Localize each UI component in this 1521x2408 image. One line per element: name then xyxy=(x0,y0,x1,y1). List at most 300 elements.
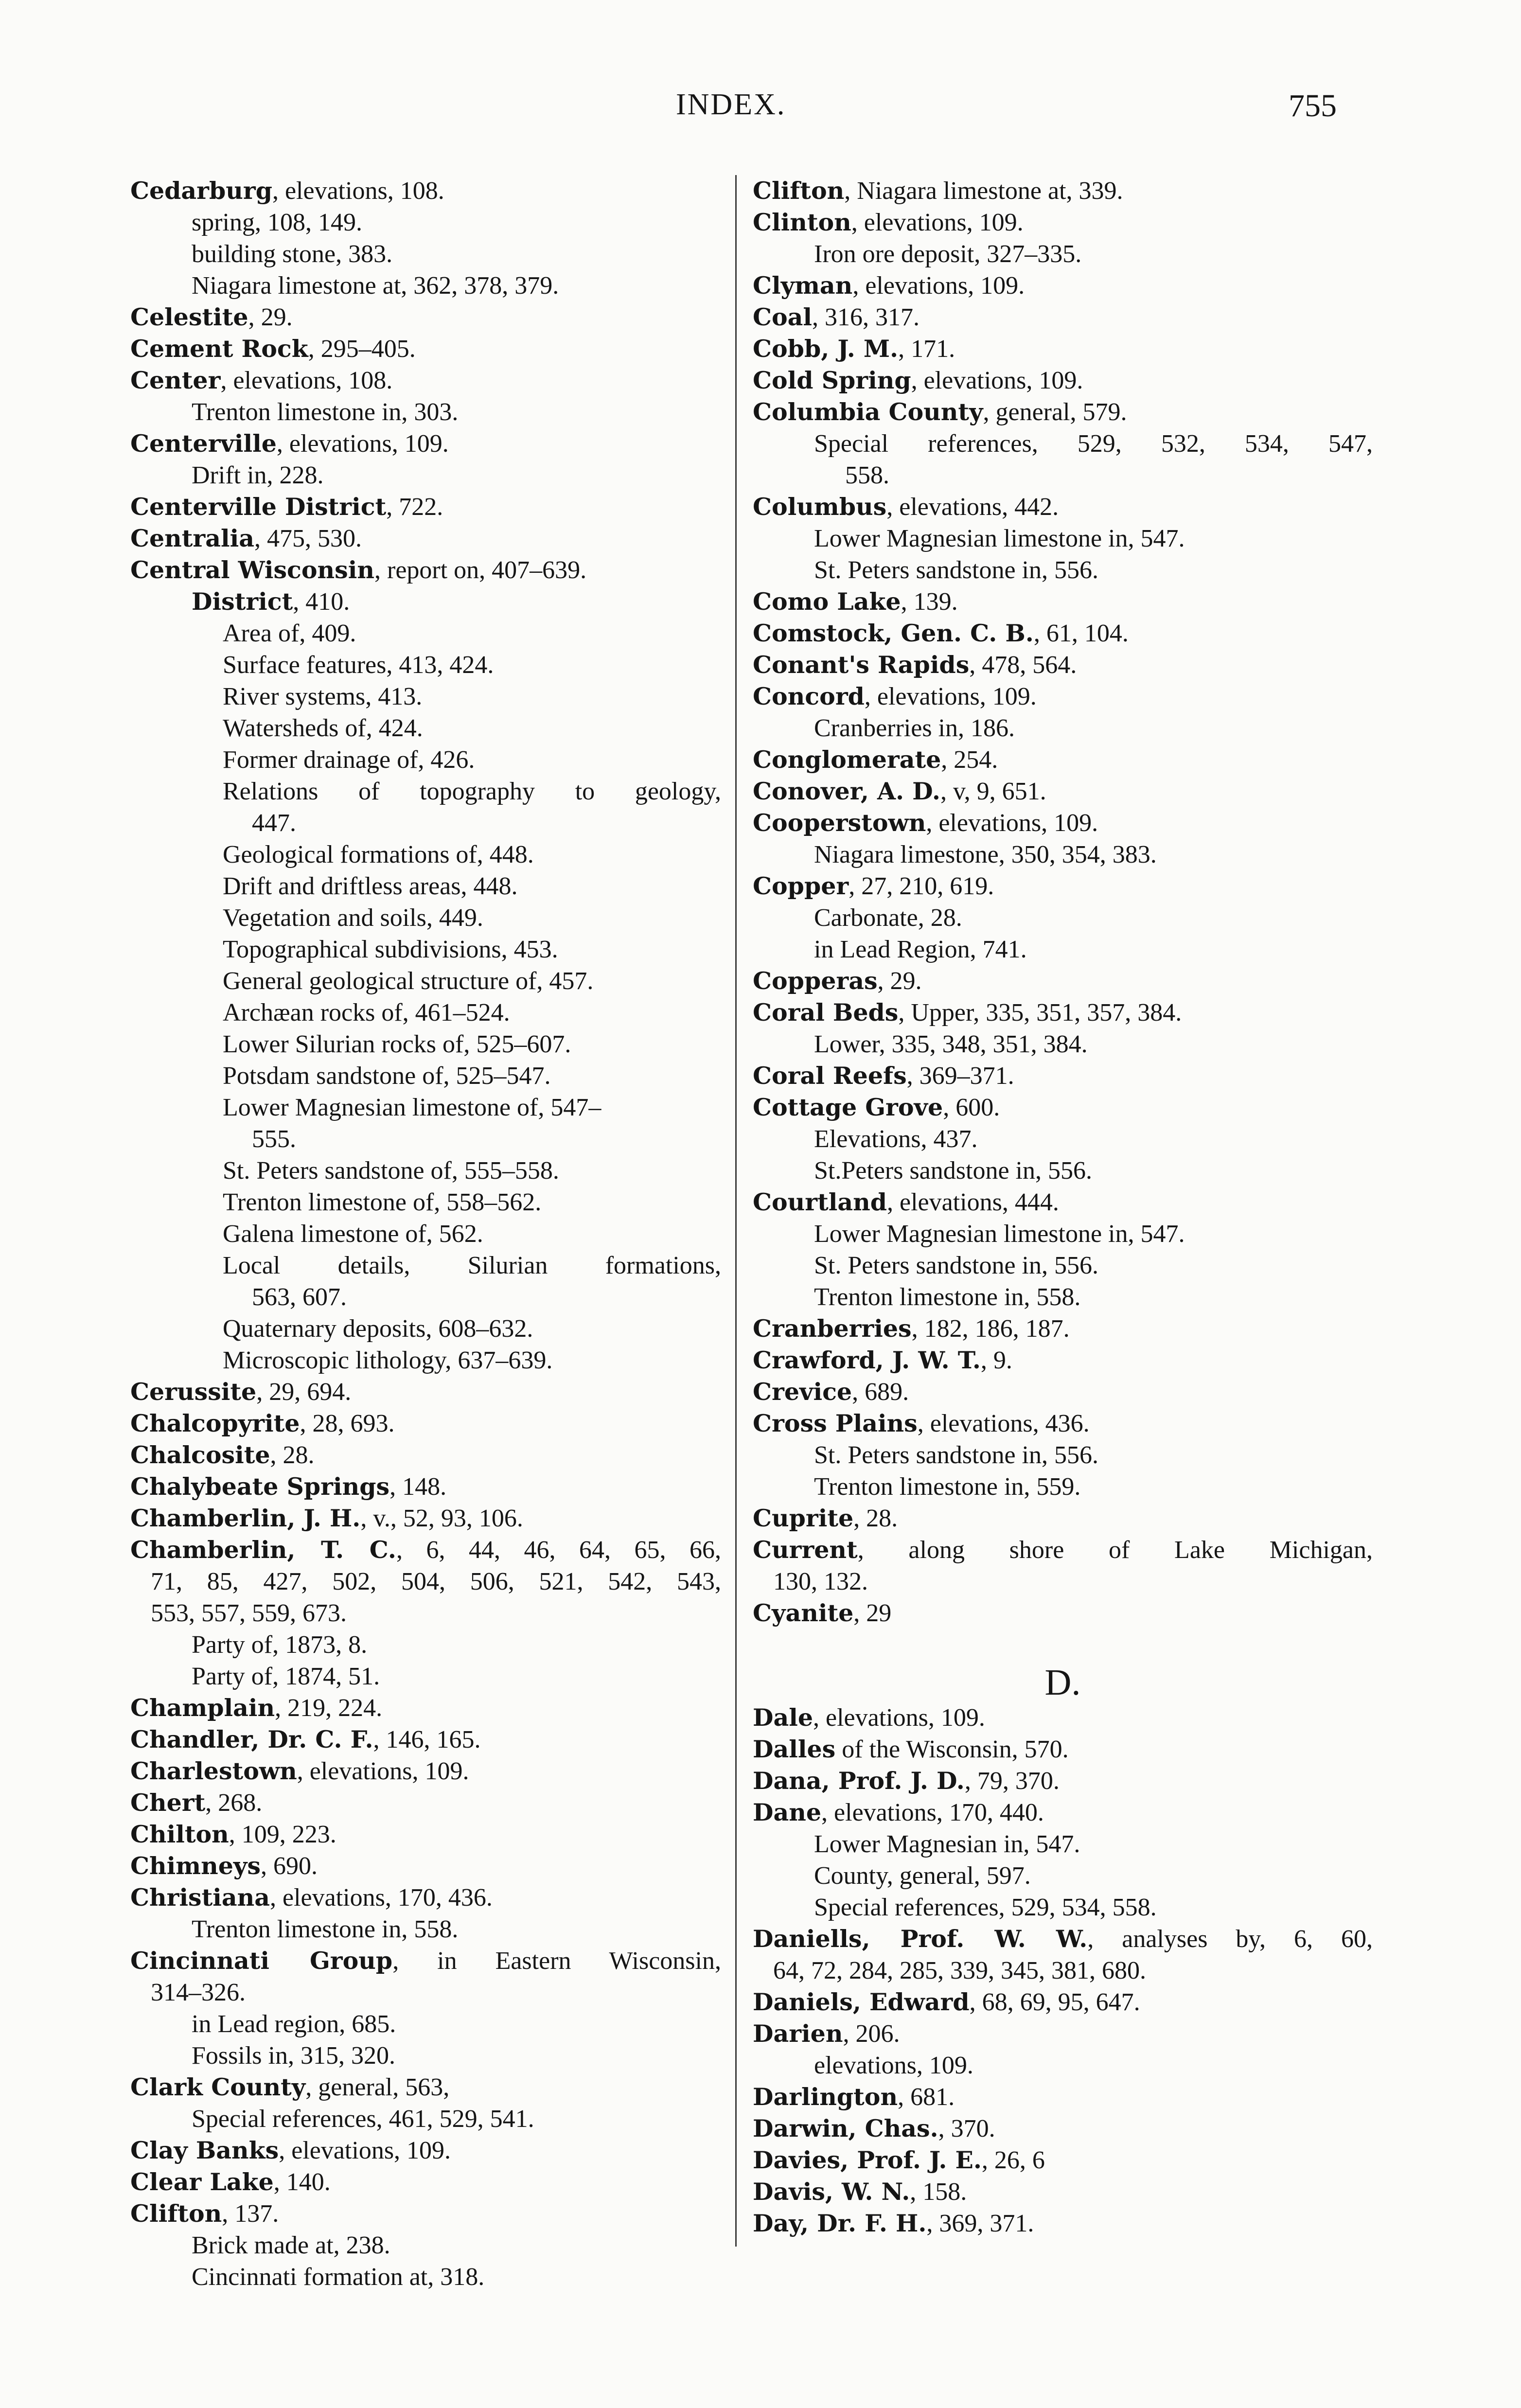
index-subentry xyxy=(130,2230,721,2261)
index-entry xyxy=(753,1534,1373,1566)
entry-term: Celestite xyxy=(130,303,248,331)
entry-text: , 254. xyxy=(941,746,998,774)
entry-term: Coral Reefs xyxy=(753,1062,907,1090)
entry-text: , analyses by, 6, 60, xyxy=(1087,1925,1373,1953)
entry-term: Cincinnati Group xyxy=(130,1947,393,1975)
entry-text: , 68, 69, 95, 647. xyxy=(969,1988,1140,2016)
entry-text: Geological formations of, 448. xyxy=(223,841,534,868)
entry-term: Centerville District xyxy=(130,493,387,521)
entry-text: Party of, 1874, 51. xyxy=(192,1663,380,1690)
entry-text: Special references, 529, 534, 558. xyxy=(814,1894,1157,1921)
entry-term: Comstock, Gen. C. B. xyxy=(753,619,1034,647)
entry-term: Cyanite xyxy=(753,1599,854,1627)
entry-text: , elevations, 109. xyxy=(911,367,1083,394)
index-subentry xyxy=(130,2008,721,2040)
entry-term: Daniels, Edward xyxy=(753,1988,970,2016)
index-entry xyxy=(130,301,721,333)
entry-term: Cold Spring xyxy=(753,366,911,394)
entry-term: Clinton xyxy=(753,208,851,236)
entry-text: Lower Magnesian limestone in, 547. xyxy=(814,1220,1185,1248)
entry-text: Relations of topography to geology, xyxy=(223,778,721,805)
entry-text: , general, 579. xyxy=(983,398,1127,426)
entry-term: Darien xyxy=(753,2019,843,2048)
index-entry xyxy=(130,523,721,554)
index-entry xyxy=(130,586,721,618)
index-entry xyxy=(753,2176,1373,2208)
entry-term: Chimneys xyxy=(130,1852,261,1880)
index-subentry xyxy=(753,1250,1373,1281)
entry-text: , 475, 530. xyxy=(254,525,362,552)
entry-text: , 316, 317. xyxy=(812,303,920,331)
entry-text: , 722. xyxy=(386,493,443,521)
entry-text: , along shore of Lake Michigan, xyxy=(857,1536,1373,1564)
entry-term: Copper xyxy=(753,872,849,900)
index-subentry xyxy=(753,554,1373,586)
index-entry xyxy=(130,333,721,365)
entry-text: 314–326. xyxy=(151,1979,246,2006)
entry-text: , 146, 165. xyxy=(373,1726,481,1753)
entry-text: , 600. xyxy=(943,1094,1000,1121)
index-entry xyxy=(130,491,721,523)
entry-text: , elevations, 108. xyxy=(272,177,444,205)
entry-text: , 370. xyxy=(938,2115,995,2142)
entry-text: , 219, 224. xyxy=(275,1694,383,1722)
index-entry xyxy=(130,1503,721,1534)
index-entry xyxy=(753,997,1373,1028)
entry-text: , elevations, 109. xyxy=(276,430,449,458)
entry-text: 447. xyxy=(252,809,296,837)
index-entry xyxy=(753,807,1373,839)
entry-text: , elevations, 109. xyxy=(813,1704,985,1732)
entry-text: , elevations, 444. xyxy=(887,1188,1059,1216)
entry-text: , elevations, 109. xyxy=(852,272,1025,300)
entry-term: Coal xyxy=(753,303,813,331)
entry-text: , 690. xyxy=(260,1852,318,1880)
index-subentry xyxy=(753,1155,1373,1186)
index-entry xyxy=(130,1471,721,1503)
index-entry xyxy=(130,1850,721,1882)
entry-text: Potsdam sandstone of, 525–547. xyxy=(223,1062,551,1090)
entry-text: , 182, 186, 187. xyxy=(911,1315,1070,1343)
entry-term: Chalybeate Springs xyxy=(130,1472,390,1501)
index-subentry xyxy=(130,1123,721,1155)
entry-term: Courtland xyxy=(753,1188,887,1216)
index-entry xyxy=(753,1376,1373,1408)
index-subentry xyxy=(130,1345,721,1376)
index-subentry xyxy=(130,649,721,681)
index-subentry xyxy=(753,712,1373,744)
entry-text: , 27, 210, 619. xyxy=(849,872,994,900)
entry-text: , 369, 371. xyxy=(926,2210,1034,2237)
index-entry xyxy=(753,1986,1373,2018)
index-entry xyxy=(753,870,1373,902)
index-subentry xyxy=(130,460,721,491)
index-subentry xyxy=(130,902,721,934)
entry-text: , elevations, 108. xyxy=(220,367,393,394)
entry-term: Chandler, Dr. C. F. xyxy=(130,1725,373,1753)
index-subentry xyxy=(130,1186,721,1218)
entry-term: Clear Lake xyxy=(130,2168,274,2196)
index-subentry xyxy=(753,1123,1373,1155)
index-subentry xyxy=(753,1439,1373,1471)
entry-text: , 148. xyxy=(389,1473,447,1501)
entry-text: Special references, 529, 532, 534, 547, xyxy=(814,430,1373,458)
index-subentry xyxy=(130,396,721,428)
index-entry xyxy=(753,618,1373,649)
index-entry xyxy=(130,1439,721,1471)
index-entry xyxy=(130,365,721,396)
entry-term: Cuprite xyxy=(753,1504,854,1532)
entry-text: Trenton limestone of, 558–562. xyxy=(223,1188,542,1216)
entry-term: Clyman xyxy=(753,271,853,300)
index-entry xyxy=(753,333,1373,365)
index-subentry xyxy=(130,270,721,301)
index-subentry xyxy=(753,1471,1373,1503)
entry-text: Topographical subdivisions, 453. xyxy=(223,936,558,963)
entry-text: Elevations, 437. xyxy=(814,1125,978,1153)
entry-term: Davies, Prof. J. E. xyxy=(753,2146,982,2174)
index-entry xyxy=(753,776,1373,807)
entry-text: , 29, 694. xyxy=(256,1378,352,1406)
column-divider xyxy=(735,175,737,2247)
entry-text: , 28, 693. xyxy=(300,1410,395,1437)
index-subentry xyxy=(753,934,1373,965)
index-entry xyxy=(130,1787,721,1819)
entry-term: Chilton xyxy=(130,1820,229,1848)
entry-text: Archæan rocks of, 461–524. xyxy=(223,999,510,1027)
entry-text: building stone, 383. xyxy=(192,240,393,268)
index-subentry xyxy=(130,2040,721,2072)
entry-text: , 295–405. xyxy=(308,335,416,363)
entry-term: Center xyxy=(130,366,221,394)
index-subentry xyxy=(130,1661,721,1692)
index-entry xyxy=(753,301,1373,333)
entry-term: Dalles xyxy=(753,1735,836,1763)
index-subentry xyxy=(753,1218,1373,1250)
entry-term: Centralia xyxy=(130,524,254,552)
index-subentry xyxy=(130,744,721,776)
entry-text: Niagara limestone, 350, 354, 383. xyxy=(814,841,1157,868)
entry-text: , 79, 370. xyxy=(964,1767,1060,1795)
index-entry xyxy=(130,1534,721,1566)
entry-text: Lower Magnesian limestone of, 547– xyxy=(223,1094,601,1121)
entry-text: , 478, 564. xyxy=(969,651,1077,679)
index-entry xyxy=(753,270,1373,301)
entry-text: St. Peters sandstone of, 555–558. xyxy=(223,1157,559,1185)
entry-text: , 6, 44, 46, 64, 65, 66, xyxy=(396,1536,721,1564)
index-subentry xyxy=(753,2050,1373,2081)
index-entry xyxy=(753,1408,1373,1439)
index-entry xyxy=(130,1819,721,1850)
entry-term: Darlington xyxy=(753,2083,898,2111)
index-subentry xyxy=(130,681,721,712)
entry-text: Special references, 461, 529, 541. xyxy=(192,2105,534,2133)
entry-text: Niagara limestone at, 362, 378, 379. xyxy=(192,272,559,300)
entry-term: Cerussite xyxy=(130,1378,257,1406)
entry-text: , elevations, 109. xyxy=(926,809,1098,837)
entry-text: , 26, 6 xyxy=(981,2146,1045,2174)
entry-term: Conover, A. D. xyxy=(753,777,940,805)
entry-text: Area of, 409. xyxy=(223,620,356,647)
entry-term: Coral Beds xyxy=(753,998,899,1027)
index-entry xyxy=(753,365,1373,396)
entry-text: , 137. xyxy=(222,2200,279,2228)
index-entry xyxy=(753,1313,1373,1345)
index-subentry xyxy=(130,965,721,997)
entry-text: , in Eastern Wisconsin, xyxy=(392,1947,721,1975)
index-subentry xyxy=(753,238,1373,270)
index-subentry xyxy=(130,1281,721,1313)
running-head: INDEX. xyxy=(676,88,786,121)
index-entry xyxy=(130,2135,721,2166)
index-subentry xyxy=(130,1313,721,1345)
entry-text: , elevations, 109. xyxy=(279,2137,451,2164)
entry-term: Daniells, Prof. W. W. xyxy=(753,1925,1088,1953)
entry-text: Lower Silurian rocks of, 525–607. xyxy=(223,1030,571,1058)
entry-term: Champlain xyxy=(130,1694,275,1722)
entry-text: Cranberries in, 186. xyxy=(814,714,1015,742)
entry-text: , 171. xyxy=(898,335,955,363)
entry-term: District xyxy=(192,587,293,616)
index-entry xyxy=(130,428,721,460)
entry-text: Microscopic lithology, 637–639. xyxy=(223,1346,553,1374)
entry-text: St. Peters sandstone in, 556. xyxy=(814,556,1098,584)
entry-text: , 410. xyxy=(293,588,350,616)
entry-text: Trenton limestone in, 303. xyxy=(192,398,459,426)
entry-text: Party of, 1873, 8. xyxy=(192,1631,368,1659)
entry-text: Trenton limestone in, 559. xyxy=(814,1473,1081,1501)
entry-text: , 61, 104. xyxy=(1033,620,1129,647)
index-entry xyxy=(753,1345,1373,1376)
entry-text: , elevations, 436. xyxy=(917,1410,1090,1437)
entry-term: Centerville xyxy=(130,429,277,458)
entry-text: Fossils in, 315, 320. xyxy=(192,2042,395,2070)
index-entry xyxy=(753,681,1373,712)
entry-term: Cooperstown xyxy=(753,809,926,837)
entry-text: General geological structure of, 457. xyxy=(223,967,594,995)
index-entry xyxy=(753,2113,1373,2144)
entry-text: Trenton limestone in, 558. xyxy=(814,1283,1081,1311)
entry-text: , v, 9, 651. xyxy=(940,778,1046,805)
index-entry xyxy=(753,649,1373,681)
entry-text: of the Wisconsin, 570. xyxy=(835,1735,1069,1763)
entry-text: Iron ore deposit, 327–335. xyxy=(814,240,1082,268)
index-subentry xyxy=(753,1566,1373,1597)
entry-term: Current xyxy=(753,1536,858,1564)
entry-text: , elevations, 170, 440. xyxy=(821,1799,1044,1826)
entry-text: 553, 557, 559, 673. xyxy=(151,1599,347,1627)
entry-text: , v., 52, 93, 106. xyxy=(360,1505,523,1532)
entry-term: Columbia County xyxy=(753,398,983,426)
index-entry xyxy=(130,2166,721,2198)
index-subentry xyxy=(130,934,721,965)
index-subentry xyxy=(130,807,721,839)
entry-text: , Niagara limestone at, 339. xyxy=(844,177,1123,205)
entry-term: Columbus xyxy=(753,493,887,521)
index-entry xyxy=(130,554,721,586)
index-entry xyxy=(130,1408,721,1439)
entry-text: , elevations, 109. xyxy=(864,683,1037,710)
entry-term: Chert xyxy=(130,1788,206,1817)
index-subentry xyxy=(130,1092,721,1123)
index-entry xyxy=(753,586,1373,618)
entry-text: 71, 85, 427, 502, 504, 506, 521, 542, 543, xyxy=(151,1568,721,1595)
index-entry xyxy=(753,396,1373,428)
entry-text: , report on, 407–639. xyxy=(374,556,587,584)
entry-text: , 29 xyxy=(853,1599,892,1627)
entry-text: , 29. xyxy=(248,303,293,331)
entry-term: Conglomerate xyxy=(753,745,941,774)
index-subentry xyxy=(130,618,721,649)
index-subentry xyxy=(130,776,721,807)
index-entry xyxy=(753,2208,1373,2239)
index-entry xyxy=(753,1597,1373,1629)
index-entry xyxy=(753,175,1373,207)
entry-term: Chamberlin, T. C. xyxy=(130,1536,396,1564)
entry-text: Drift and driftless areas, 448. xyxy=(223,872,518,900)
entry-text: Drift in, 228. xyxy=(192,461,324,489)
entry-term: Christiana xyxy=(130,1883,270,1912)
index-entry xyxy=(753,1734,1373,1765)
entry-text: St. Peters sandstone in, 556. xyxy=(814,1252,1098,1279)
entry-term: Cobb, J. M. xyxy=(753,335,899,363)
entry-term: Chamberlin, J. H. xyxy=(130,1504,361,1532)
entry-term: Chalcosite xyxy=(130,1441,270,1469)
entry-text: Lower Magnesian in, 547. xyxy=(814,1830,1080,1858)
section-letter-heading: D. xyxy=(1044,1662,1081,1703)
entry-text: , elevations, 442. xyxy=(886,493,1059,521)
entry-term: Cottage Grove xyxy=(753,1093,943,1121)
index-subentry xyxy=(130,1566,721,1597)
entry-term: Cement Rock xyxy=(130,335,308,363)
index-entry xyxy=(130,1724,721,1755)
index-entry xyxy=(130,2198,721,2230)
entry-text: , 139. xyxy=(901,588,958,616)
entry-text: Surface features, 413, 424. xyxy=(223,651,494,679)
index-entry xyxy=(130,2072,721,2103)
index-entry xyxy=(753,1923,1373,1955)
index-subentry xyxy=(753,460,1373,491)
index-subentry xyxy=(130,1155,721,1186)
index-subentry xyxy=(130,1218,721,1250)
entry-term: Cross Plains xyxy=(753,1409,918,1437)
index-entry xyxy=(130,1882,721,1913)
entry-term: Clifton xyxy=(130,2199,222,2228)
entry-text: , 109, 223. xyxy=(229,1821,336,1848)
entry-term: Dana, Prof. J. D. xyxy=(753,1767,965,1795)
index-subentry xyxy=(130,207,721,238)
index-entry xyxy=(753,1186,1373,1218)
entry-text: , 206. xyxy=(843,2020,900,2048)
index-entry xyxy=(753,2081,1373,2113)
index-entry xyxy=(753,1765,1373,1797)
entry-term: Dale xyxy=(753,1703,814,1732)
entry-term: Darwin, Chas. xyxy=(753,2114,938,2142)
entry-text: St. Peters sandstone in, 556. xyxy=(814,1441,1098,1469)
entry-text: , elevations, 109. xyxy=(297,1757,469,1785)
entry-text: in Lead region, 685. xyxy=(192,2010,396,2038)
index-subentry xyxy=(753,1955,1373,1986)
index-entry xyxy=(753,2144,1373,2176)
entry-text: , elevations, 109. xyxy=(851,209,1024,236)
entry-text: , Upper, 335, 351, 357, 384. xyxy=(898,999,1182,1027)
entry-text: , 9. xyxy=(980,1346,1012,1374)
index-subentry xyxy=(753,1028,1373,1060)
entry-text: , 29. xyxy=(877,967,922,995)
entry-term: Conant's Rapids xyxy=(753,651,970,679)
entry-term: Como Lake xyxy=(753,587,901,616)
entry-term: Clay Banks xyxy=(130,2136,279,2164)
index-subentry xyxy=(130,1597,721,1629)
entry-term: Davis, W. N. xyxy=(753,2178,910,2206)
entry-text: , 681. xyxy=(898,2083,955,2111)
index-subentry xyxy=(753,839,1373,870)
index-subentry xyxy=(130,1060,721,1092)
entry-text: , 28. xyxy=(853,1505,898,1532)
entry-text: Former drainage of, 426. xyxy=(223,746,475,774)
entry-text: , elevations, 170, 436. xyxy=(270,1884,493,1912)
entry-text: Local details, Silurian formations, xyxy=(223,1252,721,1279)
index-column-right xyxy=(753,175,1373,2239)
index-subentry xyxy=(753,1892,1373,1923)
index-subentry xyxy=(753,902,1373,934)
page-header xyxy=(0,88,1521,146)
entry-text: Cincinnati formation at, 318. xyxy=(192,2263,485,2291)
entry-text: Trenton limestone in, 558. xyxy=(192,1915,459,1943)
entry-term: Charlestown xyxy=(130,1757,297,1785)
index-subentry xyxy=(130,997,721,1028)
entry-text: River systems, 413. xyxy=(223,683,423,710)
index-entry xyxy=(130,1755,721,1787)
entry-term: Dane xyxy=(753,1798,822,1826)
index-subentry xyxy=(753,1828,1373,1860)
entry-text: Brick made at, 238. xyxy=(192,2231,390,2259)
index-entry xyxy=(753,1797,1373,1828)
index-entry xyxy=(130,1376,721,1408)
entry-text: Galena limestone of, 562. xyxy=(223,1220,483,1248)
entry-term: Chalcopyrite xyxy=(130,1409,300,1437)
entry-text: St.Peters sandstone in, 556. xyxy=(814,1157,1092,1185)
index-entry xyxy=(130,1692,721,1724)
entry-term: Day, Dr. F. H. xyxy=(753,2209,927,2237)
entry-text: Quaternary deposits, 608–632. xyxy=(223,1315,533,1343)
entry-term: Clifton xyxy=(753,177,845,205)
index-subentry xyxy=(753,523,1373,554)
index-entry xyxy=(130,175,721,207)
index-entry xyxy=(753,2018,1373,2050)
entry-term: Central Wisconsin xyxy=(130,556,375,584)
index-subentry xyxy=(130,2261,721,2293)
index-entry xyxy=(753,965,1373,997)
entry-text: Carbonate, 28. xyxy=(814,904,962,932)
entry-text: in Lead Region, 741. xyxy=(814,936,1027,963)
index-subentry xyxy=(130,712,721,744)
entry-text: 130, 132. xyxy=(773,1568,868,1595)
entry-text: County, general, 597. xyxy=(814,1862,1031,1890)
index-entry xyxy=(130,1945,721,1977)
entry-text: Lower Magnesian limestone in, 547. xyxy=(814,525,1185,552)
entry-text: spring, 108, 149. xyxy=(192,209,362,236)
entry-text: , 689. xyxy=(852,1378,909,1406)
index-subentry xyxy=(130,1977,721,2008)
entry-term: Crawford, J. W. T. xyxy=(753,1346,981,1374)
entry-term: Clark County xyxy=(130,2073,306,2101)
index-entry xyxy=(753,491,1373,523)
index-subentry xyxy=(753,1281,1373,1313)
entry-term: Cedarburg xyxy=(130,177,272,205)
entry-term: Copperas xyxy=(753,967,878,995)
entry-text: , 140. xyxy=(273,2168,331,2196)
